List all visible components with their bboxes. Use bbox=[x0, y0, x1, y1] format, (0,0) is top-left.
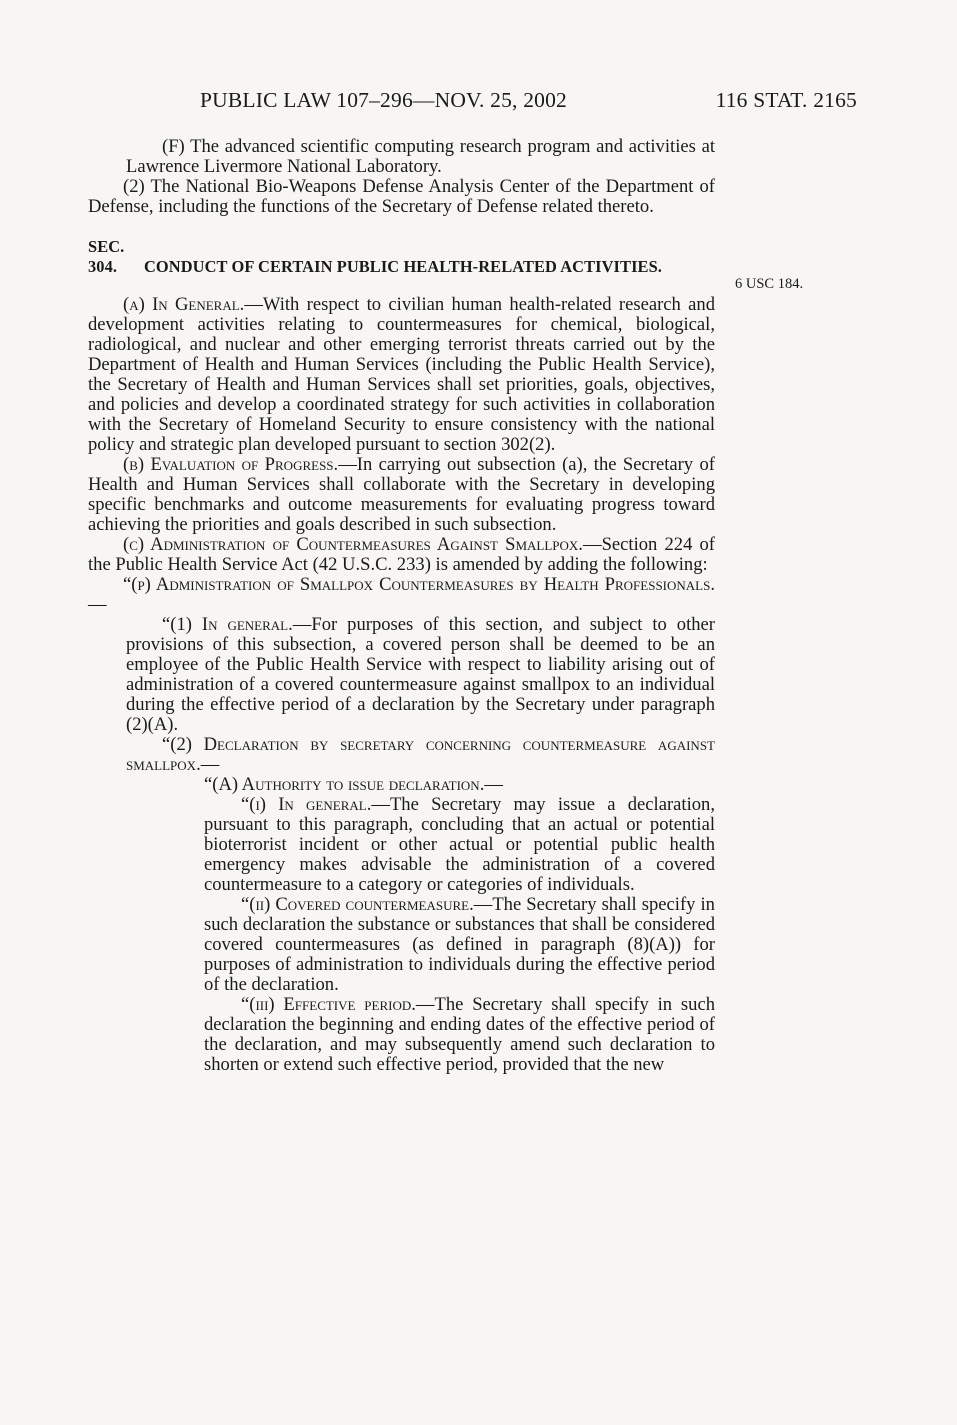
subsection-p bbox=[88, 575, 715, 615]
subsection-c-text: —Section 224 of the Public Health Service Act (42 U.S.C. 233) is amended by adding the following: bbox=[88, 534, 715, 575]
subsection-c bbox=[88, 535, 715, 575]
section-heading bbox=[88, 237, 715, 277]
subsection-b bbox=[88, 455, 715, 535]
subsection-b-heading: (b) Evaluation of Progress. bbox=[123, 454, 339, 475]
paragraph-2: (2) The National Bio-Weapons Defense Analysis Center of the Department of Defense, including the functions of the Secretary of Defense related thereto. bbox=[88, 176, 715, 217]
paragraph-p1 bbox=[126, 615, 715, 735]
subsection-b-text: —In carrying out subsection (a), the Secretary of Health and Human Services shall collaborate with the Secretary in developing specific benchmarks and outcome measurements for evaluating progress toward achieving the priorities and goals described in such subsection. bbox=[88, 454, 715, 535]
paragraph-p2-text: — bbox=[200, 754, 220, 775]
subsection-p-text: — bbox=[88, 594, 107, 615]
header-stat-page: 116 STAT. 2165 bbox=[715, 88, 857, 112]
clause-i-heading: “(i) In general. bbox=[241, 794, 372, 815]
subsection-a bbox=[88, 295, 715, 455]
clause-iii-heading: “(iii) Effective period. bbox=[241, 994, 416, 1015]
section-number: SEC. 304. bbox=[88, 237, 125, 276]
paragraph-p2-heading: “(2) Declaration by secretary concerning countermeasure against smallpox. bbox=[126, 734, 715, 775]
subsection-a-heading: (a) In General. bbox=[123, 294, 245, 315]
subsection-a-text: —With respect to civilian human health-related research and development activities relating to countermeasures for chemical, biological, radiological, and nuclear and other emerging terrorist threats carried out by the Department of Health and Human Services (including the Public Health Service), the Secretary of Health and Human Services shall set priorities, goals, objectives, and policies and develop a coordinated strategy for such activities in collaboration with the Secretary of Homeland Security to ensure consistency with the national policy and strategic plan developed pursuant to section 302(2). bbox=[88, 294, 715, 455]
section-title: CONDUCT OF CERTAIN PUBLIC HEALTH-RELATED ACTIVITIES. bbox=[144, 257, 662, 276]
header-law-citation: PUBLIC LAW 107–296—NOV. 25, 2002 bbox=[200, 88, 568, 112]
clause-ii bbox=[204, 895, 715, 995]
paragraph-f: (F) The advanced scientific computing research program and activities at Lawrence Livermore National Laboratory. bbox=[126, 136, 715, 177]
clause-iii-text: —The Secretary shall specify in such declaration the beginning and ending dates of the effective period of the declaration, and may subsequently amend such declaration to shorten or extend such effective period, provided that the new bbox=[204, 994, 715, 1075]
paragraph-p1-heading: “(1) In general. bbox=[162, 614, 293, 635]
subsection-c-heading: (c) Administration of Countermeasures Against Smallpox. bbox=[123, 534, 583, 555]
clause-ii-text: —The Secretary shall specify in such declaration the substance or substances that shall be considered covered countermeasures (as defined in paragraph (8)(A)) for purposes of administration to individuals during the effective period of the declaration. bbox=[204, 894, 715, 995]
clause-i bbox=[204, 795, 715, 895]
subparagraph-a bbox=[166, 775, 715, 795]
subparagraph-a-heading: “(A) Authority to issue declaration. bbox=[204, 774, 485, 795]
paragraph-p1-text: —For purposes of this section, and subject to other provisions of this subsection, a covered person shall be deemed to be an employee of the Public Health Service with respect to liability arising out of administration of a covered countermeasure against smallpox to an individual during the effective period of a declaration by the Secretary under paragraph (2)(A). bbox=[126, 614, 715, 735]
subsection-p-heading: “(p) Administration of Smallpox Countermeasures by Health Professionals. bbox=[123, 574, 715, 595]
document-body bbox=[88, 137, 715, 1075]
clause-i-text: —The Secretary may issue a declaration, pursuant to this paragraph, concluding that an actual or potential bioterrorist incident or other actual or potential public health emergency makes advisable the administration of a covered countermeasure to a category or categories of individuals. bbox=[204, 794, 715, 895]
clause-ii-heading: “(ii) Covered countermeasure. bbox=[241, 894, 474, 915]
clause-iii bbox=[204, 995, 715, 1075]
margin-citation: 6 USC 184. bbox=[735, 276, 804, 292]
paragraph-p2 bbox=[126, 735, 715, 775]
subparagraph-a-text: — bbox=[484, 774, 503, 795]
